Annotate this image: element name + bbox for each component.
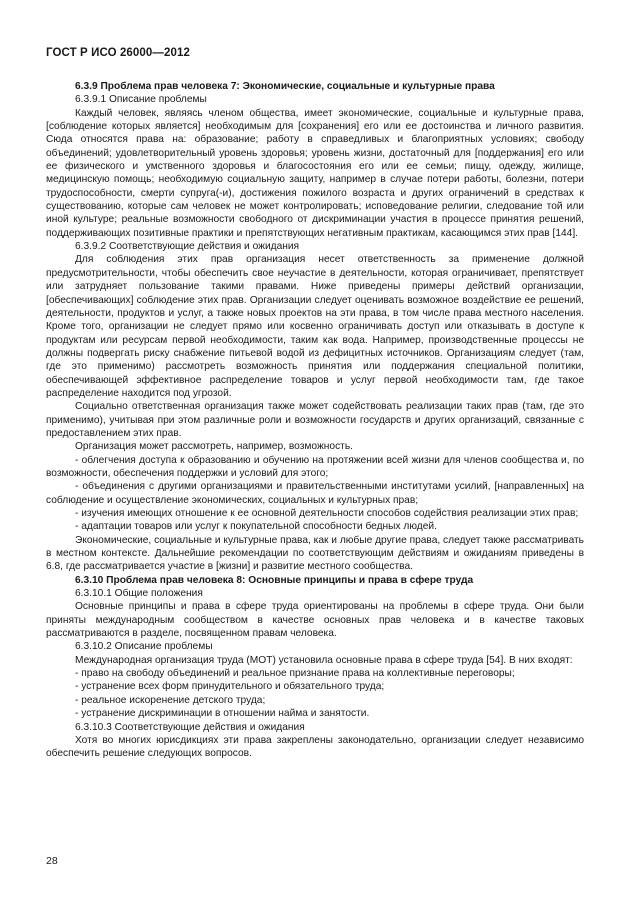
subsection-title: 6.3.9.1 Описание проблемы [75,94,207,106]
list-item: - реальное искоренение детского труда; [75,694,266,706]
subsection-title: 6.3.10.2 Описание проблемы [75,641,213,653]
list-item: - объединения с другими организациями и правительственными институтами усилий, [направленных] на соблюдение и осуществление экономических, социальных и культурных прав; [46,481,584,506]
page-number: 28 [46,855,58,867]
list-item: - устранение дискриминации в отношении найма и занятости. [75,708,370,720]
paragraph: Основные принципы и права в сфере труда ориентированы на проблемы в сфере труда. Они были приняты международным сообществом в качестве основных прав человека и в качестве таковых рассматриваются в разделе, посвященном правам человека. [46,601,584,640]
paragraph: Для соблюдения этих прав организация несет ответственность за применение должной предусмотрительности, чтобы обеспечить свое неучастие в деятельности, которая ограничивает, препятствует или затрудняет пользование такими правами. Ниже приведены примеры действий организации, [обеспечивающих] соблюдение этих прав. Организации следует оценивать возможное воздействие ее решений, деятельности, продуктов и услуг, а также новых проектов на эти права, в том числе права местного населения. Кроме того, организации не следует прямо или косвенно ограничивать доступ или отказывать в доступе к продуктам или ресурсам первой необходимости, таким как вода. Например, производственные процессы не должны подвергать риску снабжение питьевой водой из дефицитных источников. Организациям следует (там, где это применимо) рассмотреть возможность принятия или поддержания специальной политики, обеспечивающей эффективное распределение товаров и услуг первой необходимости там, где такое распределение находится под угрозой. [46,254,584,399]
list-item: - устранение всех форм принудительного и обязательного труда; [75,681,385,693]
paragraph: Организация может рассмотреть, например, возможность. [75,441,353,453]
subsection-title: 6.3.9.2 Соответствующие действия и ожидания [75,241,300,253]
subsection-title: 6.3.10.1 Общие положения [75,588,203,600]
document-body [46,80,584,761]
paragraph: Каждый человек, являясь членом общества, имеет экономические, социальные и культурные права, [соблюдение которых является] необходимым для [сохранения] его или ее достоинства и личного развития. Сюда относятся права на: образование; работу в справедливых и благоприятных условиях; свободу объединений; удовлетворительный уровень здоровья; уровень жизни, достаточный для [поддержания] его или ее физического и умственного здоровья и благосостояния его или ее семьи; пищу, одежду, жилище, медицинскую помощь; необходимую социальную защиту, например в случае потери работы, болезни, потери трудоспособности, смерти супруга(-и), достижения пожилого возраста и других ограничений в средствах к существованию, которые сам человек не может контролировать; исповедование религии, следование той или иной культуре; реальные возможности свободного от дискриминации участия в процессе принятия решений, поддерживающих позитивные практики и препятствующих негативным практикам, касающимся этих прав [144]. [46,107,584,239]
paragraph: Социально ответственная организация также может содействовать реализации таких прав (там, где это применимо), учитывая при этом различные роли и возможности государств и других организаций, связанные с предоставлением этих прав. [46,401,584,439]
list-item: - изучения имеющих отношение к ее основной деятельности способов содействия реализации этих прав; [75,508,579,519]
document-header: ГОСТ Р ИСО 26000—2012 [46,47,191,59]
list-item: - облегчения доступа к образованию и обучению на протяжении всей жизни для членов сообщества и, по возможности, обеспечения поддержки и условий для этого; [46,454,584,479]
paragraph: Экономические, социальные и культурные права, как и любые другие права, следует также рассматривать в местном контексте. Дальнейшие рекомендации по соответствующим действиям и ожиданиям приведены в 6.8, где рассматривается участие в [жизни] и развитие местного сообщества. [46,534,584,573]
subsection-title: 6.3.10.3 Соответствующие действия и ожидания [75,721,305,733]
section-heading: 6.3.10 Проблема прав человека 8: Основные принципы и права в сфере труда [75,574,474,586]
section-heading: 6.3.9 Проблема прав человека 7: Экономические, социальные и культурные права [75,81,495,92]
list-item: - право на свободу объединений и реальное признание права на коллективные переговоры; [75,668,515,680]
list-item: - адаптации товаров или услуг к покупательной способности бедных людей. [75,521,437,533]
paragraph: Хотя во многих юрисдикциях эти права закреплены законодательно, организации следует независимо обеспечить решение следующих вопросов. [46,734,584,760]
paragraph: Международная организация труда (МОТ) установила основные права в сфере труда [54]. В них входят: [75,654,573,666]
